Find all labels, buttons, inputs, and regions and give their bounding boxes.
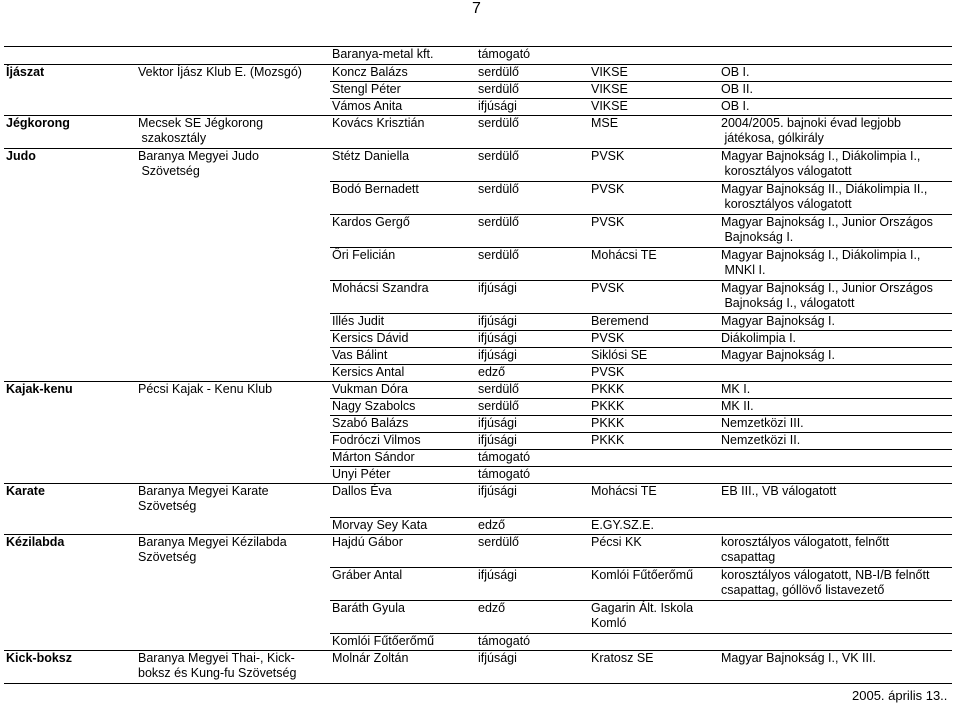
table-row (4, 381, 952, 398)
category-cell: ifjúsági (476, 432, 589, 449)
club-cell (136, 633, 330, 650)
table-row (4, 98, 952, 115)
name-cell: Fodróczi Vilmos (330, 432, 476, 449)
club-cell (136, 600, 330, 633)
team-cell: E.GY.SZ.E. (589, 517, 719, 534)
table-row (4, 517, 952, 534)
club-cell: Baranya Megyei Thai-, Kick- boksz és Kung-fu Szövetség (136, 650, 330, 683)
result-cell (719, 517, 952, 534)
sport-cell (4, 247, 136, 280)
table-row (4, 247, 952, 280)
team-cell: PVSK (589, 280, 719, 313)
name-cell: Gráber Antal (330, 567, 476, 600)
name-cell: Baranya-metal kft. (330, 47, 476, 64)
awards-table (4, 47, 952, 684)
table-row (4, 115, 952, 148)
sport-cell (4, 330, 136, 347)
result-cell (719, 449, 952, 466)
club-cell (136, 347, 330, 364)
result-cell (719, 633, 952, 650)
club-cell (136, 517, 330, 534)
club-cell (136, 280, 330, 313)
team-cell: PKKK (589, 381, 719, 398)
team-cell: VIKSE (589, 81, 719, 98)
category-cell: serdülő (476, 214, 589, 247)
sport-cell: Karate (6, 483, 45, 498)
result-cell: Magyar Bajnokság I., VK III. (719, 650, 952, 683)
sport-cell (4, 432, 136, 449)
sport-cell (4, 181, 136, 214)
result-cell: Nemzetközi II. (719, 432, 952, 449)
category-cell: ifjúsági (476, 650, 589, 683)
team-cell (589, 466, 719, 483)
sport-cell (4, 280, 136, 313)
category-cell: támogató (476, 466, 589, 483)
team-cell: PKKK (589, 415, 719, 432)
sport-cell: Jégkorong (4, 115, 136, 148)
table-row (4, 181, 952, 214)
category-cell: ifjúsági (476, 280, 589, 313)
club-cell (136, 181, 330, 214)
result-cell: Magyar Bajnokság I. (719, 347, 952, 364)
name-cell: Stengl Péter (330, 81, 476, 98)
sport-cell (4, 364, 136, 381)
result-cell (719, 600, 952, 633)
sport-cell (4, 98, 136, 115)
result-cell: Magyar Bajnokság I., Junior Országos Bajnokság I. (719, 214, 952, 247)
table-row (4, 415, 952, 432)
table-row (4, 347, 952, 364)
category-cell: serdülő (476, 381, 589, 398)
result-cell: MK I. (719, 381, 952, 398)
name-cell: Nagy Szabolcs (330, 398, 476, 415)
category-cell: támogató (476, 47, 589, 64)
awards-table-body (4, 47, 952, 683)
category-cell: edző (476, 600, 589, 633)
club-cell (136, 81, 330, 98)
table-row (4, 650, 952, 683)
sport-cell (4, 567, 136, 600)
sport-cell (4, 449, 136, 466)
name-cell: Illés Judit (330, 313, 476, 330)
category-cell: serdülő (476, 398, 589, 415)
team-cell: PVSK (589, 364, 719, 381)
club-cell (136, 567, 330, 600)
result-cell: OB II. (719, 81, 952, 98)
result-cell (719, 466, 952, 483)
team-cell: Kratosz SE (589, 650, 719, 683)
name-cell: Őri Felicián (330, 247, 476, 280)
category-cell: ifjúsági (476, 415, 589, 432)
club-cell (136, 214, 330, 247)
team-cell (589, 449, 719, 466)
category-cell: serdülő (476, 247, 589, 280)
result-cell (719, 364, 952, 381)
table-row (4, 534, 952, 567)
result-cell: MK II. (719, 398, 952, 415)
result-cell: EB III., VB válogatott (719, 483, 952, 517)
sport-cell (4, 81, 136, 98)
name-cell: Unyi Péter (330, 466, 476, 483)
result-cell: Magyar Bajnokság I., Junior Országos Bajnokság I., válogatott (719, 280, 952, 313)
result-cell: Magyar Bajnokság I., Diákolimpia I., MNKl I. (719, 247, 952, 280)
category-cell: serdülő (476, 115, 589, 148)
club-cell (136, 415, 330, 432)
name-cell: Bodó Bernadett (330, 181, 476, 214)
category-cell: serdülő (476, 181, 589, 214)
awards-table-container (4, 46, 952, 684)
sport-cell (4, 466, 136, 483)
sport-cell (4, 398, 136, 415)
sport-cell (4, 313, 136, 330)
name-cell: Hajdú Gábor (330, 534, 476, 567)
name-cell: Márton Sándor (330, 449, 476, 466)
table-row (4, 466, 952, 483)
sport-cell (4, 415, 136, 432)
table-row (4, 330, 952, 347)
team-cell (589, 47, 719, 64)
name-cell: Koncz Balázs (330, 64, 476, 81)
club-cell: Vektor Íjász Klub E. (Mozsgó) (138, 64, 302, 79)
category-cell: ifjúsági (476, 313, 589, 330)
name-cell: Morvay Sey Kata (330, 517, 476, 534)
footer-date: 2005. április 13.. (852, 688, 948, 703)
table-row (4, 214, 952, 247)
sport-cell (4, 47, 136, 64)
result-cell: korosztályos válogatott, NB-I/B felnőtt csapattag, góllövő listavezető (719, 567, 952, 600)
club-cell: Baranya Megyei Judo Szövetség (138, 148, 259, 178)
name-cell: Vukman Dóra (330, 381, 476, 398)
club-cell (136, 247, 330, 280)
name-cell: Vas Bálint (330, 347, 476, 364)
category-cell: edző (476, 517, 589, 534)
name-cell: Kovács Krisztián (330, 115, 476, 148)
category-cell: támogató (476, 633, 589, 650)
name-cell: Komlói Fűtőerőmű (330, 633, 476, 650)
club-cell (136, 364, 330, 381)
sport-cell (4, 517, 136, 534)
table-row (4, 449, 952, 466)
table-row (4, 483, 952, 517)
team-cell: Mohácsi TE (589, 483, 719, 517)
category-cell: támogató (476, 449, 589, 466)
sport-cell (4, 214, 136, 247)
club-cell (136, 313, 330, 330)
sport-cell: Kajak-kenu (6, 381, 73, 396)
team-cell: PVSK (589, 214, 719, 247)
team-cell: Beremend (589, 313, 719, 330)
name-cell: Mohácsi Szandra (330, 280, 476, 313)
club-cell (136, 466, 330, 483)
result-cell: Magyar Bajnokság II., Diákolimpia II., korosztályos válogatott (719, 181, 952, 214)
name-cell: Kersics Antal (330, 364, 476, 381)
name-cell: Szabó Balázs (330, 415, 476, 432)
table-row (4, 148, 952, 181)
name-cell: Baráth Gyula (330, 600, 476, 633)
club-cell: Baranya Megyei Karate Szövetség (138, 483, 269, 513)
category-cell: edző (476, 364, 589, 381)
result-cell (719, 47, 952, 64)
result-cell: Nemzetközi III. (719, 415, 952, 432)
team-cell: VIKSE (589, 98, 719, 115)
category-cell: serdülő (476, 64, 589, 81)
name-cell: Molnár Zoltán (330, 650, 476, 683)
table-row (4, 398, 952, 415)
category-cell: ifjúsági (476, 567, 589, 600)
name-cell: Vámos Anita (330, 98, 476, 115)
page-number: 7 (472, 0, 481, 17)
club-cell (136, 98, 330, 115)
table-row (4, 81, 952, 98)
team-cell: Siklósi SE (589, 347, 719, 364)
result-cell: Magyar Bajnokság I. (719, 313, 952, 330)
name-cell: Dallos Éva (330, 483, 476, 517)
team-cell: Gagarin Ált. Iskola Komló (589, 600, 719, 633)
category-cell: ifjúsági (476, 347, 589, 364)
table-row (4, 633, 952, 650)
table-row (4, 280, 952, 313)
name-cell: Stétz Daniella (330, 148, 476, 181)
team-cell: PVSK (589, 181, 719, 214)
team-cell: Pécsi KK (589, 534, 719, 567)
sport-cell (4, 347, 136, 364)
result-cell: Diákolimpia I. (719, 330, 952, 347)
result-cell: OB I. (719, 64, 952, 81)
category-cell: ifjúsági (476, 483, 589, 517)
category-cell: serdülő (476, 81, 589, 98)
club-cell (136, 432, 330, 449)
team-cell (589, 633, 719, 650)
result-cell: korosztályos válogatott, felnőtt csapattag (719, 534, 952, 567)
table-row (4, 432, 952, 449)
club-cell (136, 449, 330, 466)
result-cell: 2004/2005. bajnoki évad legjobb játékosa, gólkirály (719, 115, 952, 148)
team-cell: PVSK (589, 148, 719, 181)
team-cell: Mohácsi TE (589, 247, 719, 280)
name-cell: Kersics Dávid (330, 330, 476, 347)
table-row (4, 47, 952, 64)
sport-cell: Íjászat (6, 64, 45, 79)
team-cell: MSE (589, 115, 719, 148)
team-cell: PKKK (589, 398, 719, 415)
sport-cell (4, 600, 136, 633)
sport-cell: Kick-boksz (4, 650, 136, 683)
club-cell (136, 47, 330, 64)
club-cell: Pécsi Kajak - Kenu Klub (138, 381, 273, 396)
team-cell: VIKSE (589, 64, 719, 81)
club-cell: Mecsek SE Jégkorong szakosztály (136, 115, 330, 148)
category-cell: serdülő (476, 534, 589, 567)
sport-cell (4, 633, 136, 650)
table-row (4, 64, 952, 81)
category-cell: ifjúsági (476, 330, 589, 347)
table-row (4, 313, 952, 330)
team-cell: Komlói Fűtőerőmű (589, 567, 719, 600)
club-cell (136, 330, 330, 347)
name-cell: Kardos Gergő (330, 214, 476, 247)
table-row (4, 364, 952, 381)
table-row (4, 600, 952, 633)
category-cell: serdülő (476, 148, 589, 181)
team-cell: PVSK (589, 330, 719, 347)
sport-cell: Judo (6, 148, 36, 163)
club-cell: Baranya Megyei Kézilabda Szövetség (138, 534, 287, 564)
team-cell: PKKK (589, 432, 719, 449)
table-row (4, 567, 952, 600)
result-cell: OB I. (719, 98, 952, 115)
category-cell: ifjúsági (476, 98, 589, 115)
sport-cell: Kézilabda (6, 534, 65, 549)
result-cell: Magyar Bajnokság I., Diákolimpia I., korosztályos válogatott (719, 148, 952, 181)
club-cell (136, 398, 330, 415)
